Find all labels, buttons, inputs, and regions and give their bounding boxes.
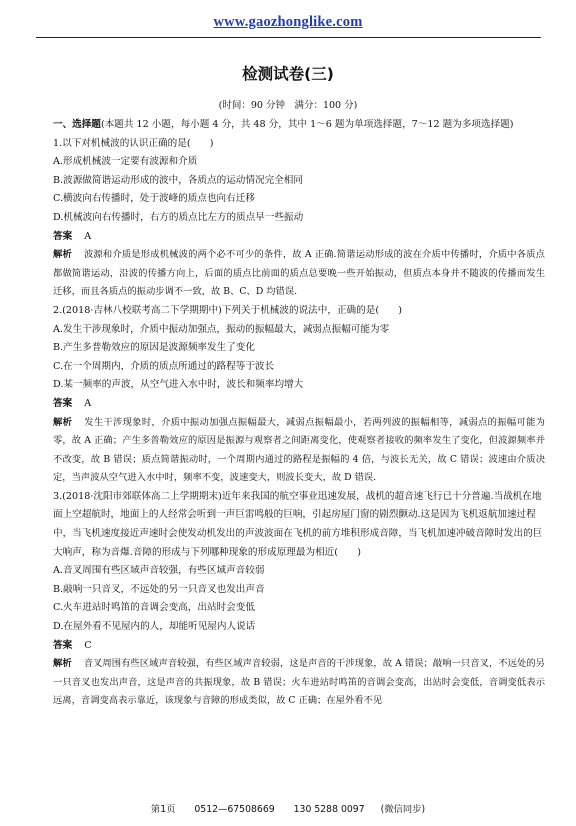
question-1 <box>53 135 545 302</box>
question-2 <box>53 302 545 488</box>
option-d: D.某一频率的声波，从空气进入水中时，波长和频率均增大 <box>53 379 304 391</box>
answer-value: A <box>84 230 92 242</box>
explanation-text: 波源和介质是形成机械波的两个必不可少的条件，故 A 正确.简谐运动形成的波在介质中传播时，介质中各质点都做简谐运动，沿波的传播方向上，后面的质点比前面的质点总要晚一些开始振动，但质点本身并不随波的传播而发生迁移，而且各质点的振动步调不一致，故 B、C、D 均错误. <box>53 249 545 298</box>
explanation <box>53 655 545 711</box>
explanation <box>53 414 545 488</box>
option-c: C.在一个周期内，介质的质点所通过的路程等于波长 <box>53 360 275 372</box>
question-stem: 2.(2018·吉林八校联考高二下学期期中)下列关于机械波的说法中，正确的是( ) <box>53 304 402 316</box>
answer-value: A <box>84 397 92 409</box>
contact-phone-2: 130 5288 0097 <box>293 804 365 815</box>
option-a: A.音叉周围有些区域声音较强，有些区域声音较弱 <box>53 565 265 577</box>
explanation-label: 解析 <box>53 416 73 428</box>
option-a: A.形成机械波一定要有波源和介质 <box>53 156 198 168</box>
question-stem: 3.(2018·沈阳市郊联体高二上学期期末)近年来我国的航空事业迅速发展，战机的超音速飞行已十分普遍.当战机在地面上空超航时，地面上的人经常会听到一声巨雷鸣般的巨响，引起房屋门窗的剧烈颤动.这是因为飞机返航加速过程中，当飞机速度接近声速时会使发动机发出的声波波面在飞机的前方堆积形成音障，当飞机加速冲破音障时发出的巨大响声，称为音爆.音障的形成与下列哪种现象的形成原理最为相近( ) <box>53 490 543 558</box>
answer-label: 答案 <box>53 230 73 242</box>
exam-info: (时间：90 分钟 满分：100 分) <box>218 100 358 111</box>
answer-label: 答案 <box>53 639 73 651</box>
option-c: C.横波向右传播时，处于波峰的质点也向右迁移 <box>53 193 255 205</box>
section-description: (本题共 12 小题，每小题 4 分，共 48 分，其中 1～6 题为单项选择题，7～12 题为多项选择题) <box>100 119 514 130</box>
answer-line <box>53 228 545 247</box>
answer-value: C <box>84 639 92 651</box>
option-b: B.波源做简谐运动形成的波中，各质点的运动情况完全相同 <box>53 174 303 186</box>
question-3 <box>53 488 545 711</box>
header-divider <box>36 37 541 38</box>
explanation <box>53 246 545 302</box>
option-d: D.在屋外看不见屋内的人，却能听见屋内人说话 <box>53 621 256 633</box>
option-a: A.发生干涉现象时，介质中振动加强点，振动的振幅最大，减弱点振幅可能为零 <box>53 323 390 335</box>
exam-content <box>53 116 545 711</box>
option-c: C.火车进站时鸣笛的音调会变高，出站时会变低 <box>53 602 255 614</box>
page-title: 检测试卷(三) <box>242 65 334 83</box>
explanation-text: 音叉周围有些区域声音较强，有些区域声音较弱，这是声音的干涉现象，故 A 错误；敲响一只音叉，不远处的另一只音叉也发出声音，这是声音的共振现象，故 B 错误；火车进站时鸣笛的音调会变高，出站时会变低，音调变低表示远离，音调变高表示靠近，该现象与音障的形成类似，故 C 正确；在屋外看不见 <box>53 658 545 707</box>
contact-phone-1: 0512—67508669 <box>194 804 275 815</box>
explanation-label: 解析 <box>53 249 72 261</box>
option-b: B.敲响一只音叉，不远处的另一只音叉也发出声音 <box>53 583 265 595</box>
explanation-label: 解析 <box>53 658 72 670</box>
answer-line <box>53 637 545 656</box>
section-heading: 一、选择题 <box>53 119 101 130</box>
header-url[interactable]: www.gaozhonglike.com <box>213 14 363 30</box>
page-footer <box>0 801 576 815</box>
answer-line <box>53 395 545 414</box>
question-stem: 1.以下对机械波的认识正确的是( ) <box>53 137 214 149</box>
page-number: 第1页 <box>150 804 176 815</box>
answer-label: 答案 <box>53 397 73 409</box>
section-header <box>53 116 545 135</box>
explanation-text: 发生干涉现象时，介质中振动加强点振幅最大，减弱点振幅最小，若两列波的振幅相等，减弱点的振幅可能为零，故 A 正确；产生多普勒效应的原因是振源与观察者之间距离变化，使观察者接收的频率发生了变化，但波源频率并不改变，故 B 错误；质点简谐振动时，一个周期内通过的路程是振幅的 4 倍，与波长无关，故 C 错误；波速由介质决定，当声波从空气进入水中时，频率不变，波速变大，则波长变大，故 D 错误. <box>53 416 545 484</box>
option-d: D.机械波向右传播时，右方的质点比左方的质点早一些振动 <box>53 211 304 223</box>
contact-note: (微信同步) <box>380 804 426 815</box>
option-b: B.产生多普勒效应的原因是波源频率发生了变化 <box>53 342 255 354</box>
